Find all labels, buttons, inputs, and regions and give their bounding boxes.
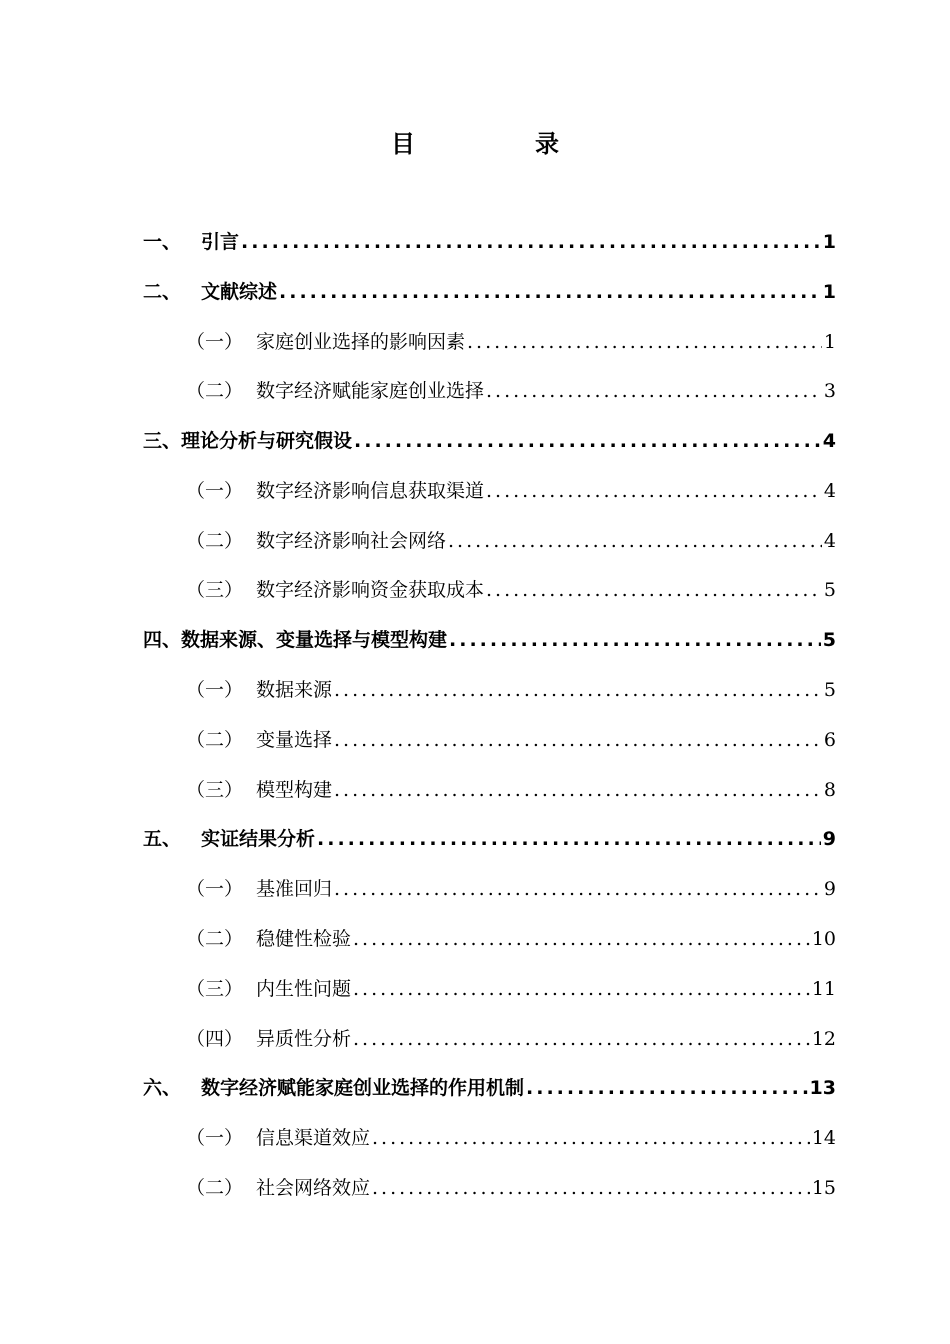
toc-subentry[interactable] <box>186 775 836 805</box>
toc-entry-number: （三） <box>186 579 244 601</box>
toc-entry-number: （一） <box>186 480 244 502</box>
toc-entry-number: 四、 <box>143 629 182 651</box>
toc-entry-page: 10 <box>811 928 836 950</box>
toc-entry-page: 1 <box>822 231 836 253</box>
toc-subentry[interactable] <box>186 974 836 1004</box>
toc-leader-dots <box>486 476 822 506</box>
toc-entry-page: 1 <box>822 281 836 303</box>
toc-entry-page: 1 <box>823 331 836 353</box>
toc-subentry[interactable] <box>186 526 836 556</box>
toc-entry-page: 12 <box>811 1028 836 1050</box>
toc-entry-page: 15 <box>811 1177 836 1199</box>
toc-entry-page: 4 <box>823 530 836 552</box>
toc-entry-label: 稳健性检验 <box>256 928 352 950</box>
toc-entry-number: 二、 <box>143 281 182 303</box>
toc-entry-label: 文献综述 <box>201 281 278 303</box>
toc-entry-number: 六、 <box>143 1077 182 1099</box>
toc-entry-label: 模型构建 <box>256 779 333 801</box>
toc-entry-page: 8 <box>823 779 836 801</box>
toc-entry-label: 理论分析与研究假设 <box>181 430 353 452</box>
page-title: 目 录 <box>391 130 607 158</box>
toc-entry-page: 3 <box>823 380 836 402</box>
toc-subentry[interactable] <box>186 476 836 506</box>
toc-leader-dots <box>279 277 821 307</box>
toc-entry-label: 实证结果分析 <box>201 828 316 850</box>
toc-entry-label: 数据来源、变量选择与模型构建 <box>181 629 448 651</box>
toc-entry-number: （二） <box>186 380 244 402</box>
toc-subentry[interactable] <box>186 1024 836 1054</box>
toc-entry[interactable] <box>143 625 836 655</box>
toc-entry[interactable] <box>143 824 836 854</box>
toc-entry-number: 五、 <box>143 828 182 850</box>
toc-leader-dots <box>486 575 822 605</box>
toc-entry-number: 一、 <box>143 231 182 253</box>
toc-subentry[interactable] <box>186 1173 836 1203</box>
toc-leader-dots <box>334 775 822 805</box>
toc-subentry[interactable] <box>186 924 836 954</box>
toc-leader-dots <box>467 327 822 357</box>
toc-entry-label: 异质性分析 <box>256 1028 352 1050</box>
toc-subentry[interactable] <box>186 675 836 705</box>
toc-leader-dots <box>372 1173 810 1203</box>
toc-entry-page: 6 <box>823 729 836 751</box>
toc-entry-number: （二） <box>186 729 244 751</box>
toc-leader-dots <box>486 376 822 406</box>
toc-entry-number: （二） <box>186 928 244 950</box>
toc-leader-dots <box>449 625 821 655</box>
toc-entry-label: 家庭创业选择的影响因素 <box>256 331 466 353</box>
toc-subentry[interactable] <box>186 327 836 357</box>
toc-entry-number: （二） <box>186 530 244 552</box>
toc-entry[interactable] <box>143 426 836 456</box>
toc-entry-label: 引言 <box>201 231 240 253</box>
toc-entry[interactable] <box>143 1073 836 1103</box>
toc-entry-label: 变量选择 <box>256 729 333 751</box>
toc-entry-page: 13 <box>809 1077 836 1099</box>
toc-entry-page: 14 <box>811 1127 836 1149</box>
toc-leader-dots <box>353 1024 810 1054</box>
toc-entry-page: 5 <box>823 579 836 601</box>
toc-entry-label: 基准回归 <box>256 878 333 900</box>
toc-subentry[interactable] <box>186 725 836 755</box>
toc-entry-number: （三） <box>186 978 244 1000</box>
toc-entry-label: 数字经济赋能家庭创业选择的作用机制 <box>201 1077 525 1099</box>
toc-entry-number: （二） <box>186 1177 244 1199</box>
toc-leader-dots <box>353 974 810 1004</box>
toc-leader-dots <box>334 725 822 755</box>
toc-entry-label: 数字经济影响社会网络 <box>256 530 447 552</box>
toc-leader-dots <box>526 1073 808 1103</box>
toc-entry-label: 数字经济影响信息获取渠道 <box>256 480 485 502</box>
toc-entry-number: （一） <box>186 679 244 701</box>
toc-entry-page: 11 <box>811 978 836 1000</box>
toc-entry-label: 数据来源 <box>256 679 333 701</box>
toc-entry-number: （四） <box>186 1028 244 1050</box>
toc-entry-number: （三） <box>186 779 244 801</box>
toc-entry-label: 社会网络效应 <box>256 1177 371 1199</box>
toc-leader-dots <box>448 526 822 556</box>
toc-entry-page: 5 <box>823 679 836 701</box>
toc-leader-dots <box>317 824 821 854</box>
toc-leader-dots <box>241 227 821 257</box>
toc-entry-label: 数字经济赋能家庭创业选择 <box>256 380 485 402</box>
toc-subentry[interactable] <box>186 874 836 904</box>
toc-leader-dots <box>354 426 821 456</box>
toc-entry-label: 内生性问题 <box>256 978 352 1000</box>
toc-entry-number: （一） <box>186 331 244 353</box>
toc-entry[interactable] <box>143 277 836 307</box>
toc-entry-page: 4 <box>822 430 836 452</box>
toc-entry-page: 9 <box>823 878 836 900</box>
toc-entry[interactable] <box>143 227 836 257</box>
toc-entry-number: （一） <box>186 878 244 900</box>
toc-entry-page: 5 <box>822 629 836 651</box>
toc-leader-dots <box>334 874 822 904</box>
toc-entry-label: 数字经济影响资金获取成本 <box>256 579 485 601</box>
toc-entry-page: 4 <box>823 480 836 502</box>
toc-subentry[interactable] <box>186 1123 836 1153</box>
toc-leader-dots <box>353 924 810 954</box>
toc-leader-dots <box>372 1123 810 1153</box>
toc-entry-page: 9 <box>822 828 836 850</box>
toc-entry-label: 信息渠道效应 <box>256 1127 371 1149</box>
toc-leader-dots <box>334 675 822 705</box>
toc-entry-number: （一） <box>186 1127 244 1149</box>
toc-subentry[interactable] <box>186 575 836 605</box>
toc-entry-number: 三、 <box>143 430 182 452</box>
toc-subentry[interactable] <box>186 376 836 406</box>
